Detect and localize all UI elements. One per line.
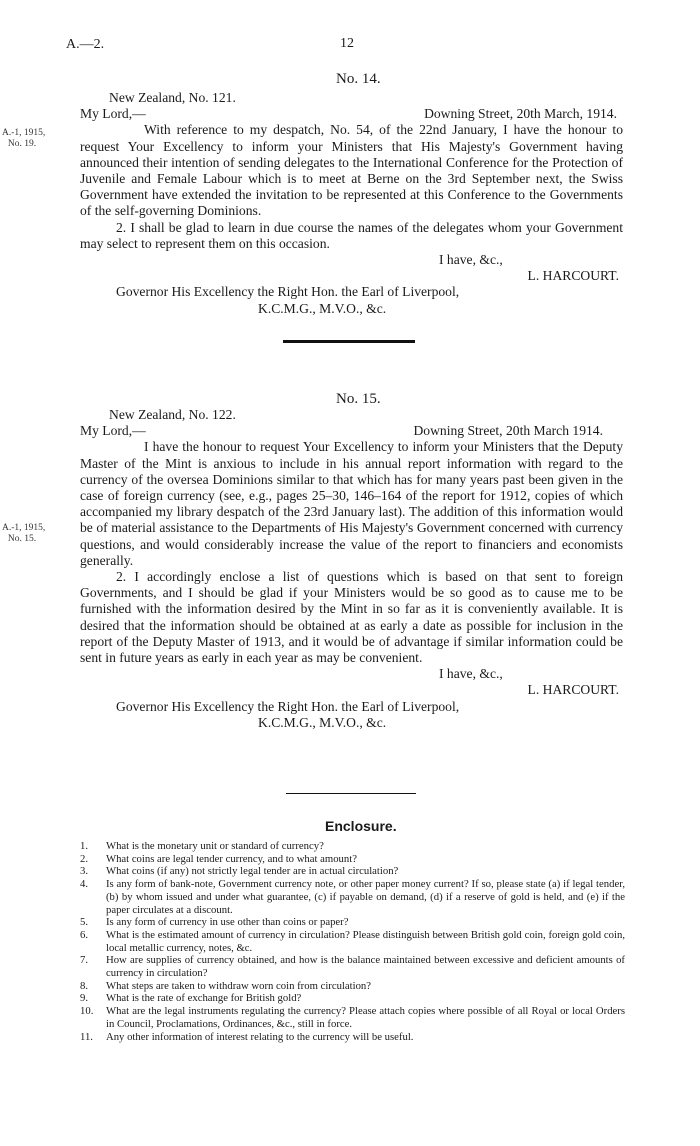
- item-text: What is the estimated amount of currency in circulation? Please distinguish between British gold coin, foreign gold coin, local metallic currency, notes, &c.: [106, 928, 625, 954]
- item-text: What is the rate of exchange for British gold?: [106, 992, 302, 1005]
- paragraph: With reference to my despatch, No. 54, of the 22nd January, I have the honour to request Your Excellency to inform your Ministers that His Majesty's Government having announced their intention of sending delegates to the International Conference for the Protection of Juvenile and Female Labour which is to meet at Berne on the 3rd September next, the Swiss Government have extended the invitation to be represented at this Conference to the Governments of the self-governing Dominions.: [80, 122, 623, 219]
- paragraph: I have the honour to request Your Excellency to inform your Ministers that the Deputy Master of the Mint is anxious to include in his annual report information with regard to the currency of the oversea Dominions similar to that which has for many years past been given in the case of foreign currency (see, e.g., pages 25–30, 146–164 of the report for 1912, copies of which accompanied my library despatch of the 23rd January last). The addition of this information would be of material assistance to the Departments of His Majesty's Government concerned with currency questions, and would considerably increase the value of the report to financiers and economists generally.: [80, 439, 623, 568]
- addressee: Governor His Excellency the Right Hon. the Earl of Liverpool,: [116, 284, 460, 300]
- salutation: My Lord,—: [80, 423, 146, 439]
- letter1-margin-ref: [2, 128, 46, 150]
- section-divider: [286, 793, 416, 794]
- place-date: Downing Street, 20th March, 1914.: [424, 106, 617, 122]
- place-date: Downing Street, 20th March 1914.: [413, 423, 603, 439]
- item-number: 2.: [80, 852, 89, 865]
- letter2-margin-ref: [2, 523, 46, 545]
- signature: L. HARCOURT.: [527, 268, 619, 284]
- letter2-body: [80, 407, 623, 731]
- item-number: 11.: [80, 1030, 93, 1043]
- enclosure-title: Enclosure.: [325, 818, 397, 834]
- list-item: [80, 929, 625, 954]
- list-item: [80, 865, 625, 878]
- item-number: 6.: [80, 928, 89, 941]
- list-item: [80, 1031, 625, 1044]
- dispatch-reference: New Zealand, No. 121.: [109, 90, 236, 105]
- signature: L. HARCOURT.: [527, 682, 619, 698]
- list-item: [80, 840, 625, 853]
- item-number: 7.: [80, 954, 89, 967]
- item-text: Is any form of bank-note, Government currency note, or other paper money current? If so, please state (a) if legal tender, (b) by whom issued and under what guarantee, (c) if payable on demand, (d) if a reserve of gold is held, and (e) if the paper circulates at a discount.: [106, 878, 625, 916]
- margin-ref-line: No. 15.: [7, 534, 37, 544]
- addressee: Governor His Excellency the Right Hon. the Earl of Liverpool,: [116, 698, 460, 714]
- item-text: Is any form of currency in use other than coins or paper?: [106, 916, 349, 929]
- list-item: [80, 980, 625, 993]
- dispatch-reference: New Zealand, No. 122.: [109, 407, 236, 422]
- item-number: 8.: [80, 979, 89, 992]
- addressee-honours: K.C.M.G., M.V.O., &c.: [258, 300, 387, 316]
- closing: I have, &c.,: [439, 666, 503, 682]
- item-number: 3.: [80, 865, 89, 878]
- closing: I have, &c.,: [439, 252, 503, 267]
- letter1-body: [80, 90, 623, 317]
- margin-ref-line: No. 19.: [7, 139, 37, 149]
- letter1-number: No. 14.: [336, 71, 381, 87]
- paragraph: 2. I accordingly enclose a list of questions which is based on that sent to foreign Governments, and I should be glad if your Ministers would be so good as to cause me to be furnished with the information desired by the Mint in so far as it is conveniently available. It is desired that the information should be obtained at as early a date as possible for inclusion in the report of the Deputy Master of 1913, and it would be of advantage if similar information could be sent in future years as early in each year as may be convenient.: [80, 569, 623, 666]
- list-item: [80, 954, 625, 979]
- item-text: What is the monetary unit or standard of currency?: [106, 840, 324, 852]
- item-text: How are supplies of currency obtained, and how is the balance maintained between excessive and deficient amounts of currency in circulation?: [106, 954, 625, 980]
- list-item: [80, 853, 625, 866]
- section-divider: [283, 340, 415, 343]
- list-item: [80, 878, 625, 916]
- item-number: 1.: [80, 840, 89, 852]
- item-text: What are the legal instruments regulating the currency? Please attach copies where possible of all Royal or local Orders in Council, Proclamations, Ordinances, &c., still in force.: [106, 1005, 625, 1030]
- list-item: [80, 1005, 625, 1030]
- item-text: What steps are taken to withdraw worn coin from circulation?: [106, 979, 372, 992]
- item-text: Any other information of interest relating to the currency will be useful.: [106, 1030, 414, 1043]
- margin-ref-line: A.-1, 1915,: [2, 523, 46, 533]
- page-number: 12: [340, 36, 354, 51]
- item-number: 4.: [80, 878, 89, 891]
- addressee-honours: K.C.M.G., M.V.O., &c.: [258, 714, 387, 730]
- list-item: [80, 916, 625, 929]
- list-item: [80, 992, 625, 1005]
- item-text: What coins are legal tender currency, and to what amount?: [106, 852, 357, 865]
- item-number: 9.: [80, 992, 89, 1005]
- paragraph: 2. I shall be glad to learn in due course the names of the delegates whom your Government may select to represent them on this occasion.: [80, 219, 623, 251]
- item-number: 5.: [80, 916, 89, 929]
- margin-ref-line: A.-1, 1915,: [2, 128, 46, 138]
- enclosure-question-list: [80, 840, 625, 1043]
- letter2-number: No. 15.: [336, 391, 381, 407]
- item-number: 10.: [80, 1005, 94, 1018]
- salutation: My Lord,—: [80, 106, 146, 122]
- item-text: What coins (if any) not strictly legal tender are in actual circulation?: [106, 865, 399, 878]
- document-reference: A.—2.: [66, 37, 105, 52]
